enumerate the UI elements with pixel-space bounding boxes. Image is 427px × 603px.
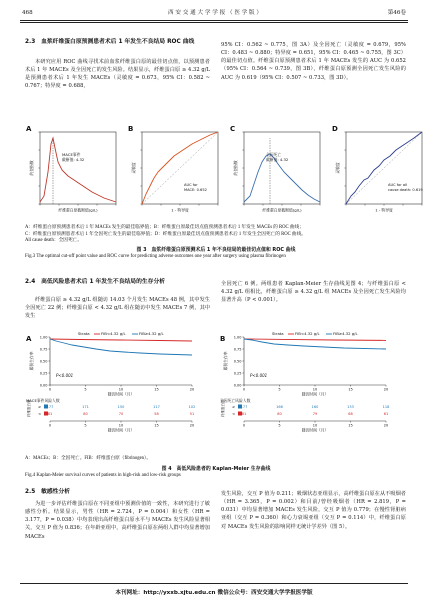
km-curve-high — [50, 339, 192, 355]
risk-count: 171 — [82, 405, 89, 409]
risk-count: 51 — [189, 412, 195, 416]
y-tick-label: 0.75 — [39, 347, 48, 352]
risk-count: 81 — [241, 412, 247, 416]
panel-letter: C — [230, 125, 236, 133]
risk-x-tick-label: 15 — [348, 423, 353, 428]
panel-letter: A — [26, 125, 32, 133]
legend-strata: Strata — [272, 331, 284, 336]
curve-a — [40, 138, 116, 202]
risk-count: 102 — [188, 405, 196, 409]
x-tick-label: 0 — [48, 387, 52, 392]
figure-4-panel-a — [26, 331, 195, 433]
figure-3-panel-a — [26, 125, 116, 213]
figure-4-caption-cn: 图 4 高低风险患者的 Kaplan-Meier 生存曲线 — [161, 466, 271, 472]
x-axis-label: 1 - 特异度 — [375, 207, 393, 213]
x-tick-label: 10 — [118, 387, 124, 392]
figure-4-legend: A：MACEs；B：全因死亡。FIB：纤维蛋白原（fibrinogen）。 — [25, 456, 152, 461]
risk-x-tick-label: 15 — [154, 423, 159, 428]
risk-row-label: ≥ — [38, 405, 41, 409]
figure-3-panel-c — [230, 125, 320, 213]
risk-x-axis-label: 随访时间（月） — [107, 427, 135, 433]
y-tick-label: 0.25 — [233, 371, 242, 376]
risk-count: 177 — [240, 405, 248, 409]
section-2-5-paragraph: 为进一步评估纤维蛋白原在不同亚组中预测价值的一致性，本研究进行了敏感性分析。结果显示，男性（HR = 2.724，P = 0.004）和女性（HR = 3.177，P = 0.038）中均表现出高纤维蛋白原水平与 MACEs 发生风险显著相关，交互 P 值为 0.836；在年龄亚组中，高纤维蛋白原在两组人群中均显著增加 MACEs — [25, 501, 210, 540]
km-curve-low — [244, 339, 386, 340]
x-axis-label: 随访时间（月） — [107, 391, 135, 397]
x-tick-label: 15 — [154, 387, 159, 392]
risk-count: 133 — [347, 405, 354, 409]
y-axis-label: 约登指数 — [233, 160, 238, 176]
auc-note: MACE: 0.652 — [184, 187, 207, 192]
section-2-4-paragraph: 纤维蛋白原 ≥ 4.32 g/L 组随访 14.03 个月发生 MACEs 48 例，其中发生全因死亡 22 例；纤维蛋白原 < 4.32 g/L 组在随访中发生 MACEs 7 例，其中发生 — [25, 297, 210, 320]
section-2-3-paragraph: 本研究应用 ROC 曲线寻找术前血浆纤维蛋白原的最佳切点值，以预测患者术后 1 年 MACEs 及全因死亡的发生风险。结果显示，纤维蛋白原 ≥ 4.32 g/L 是预测患者术后 1 年发生 MACEs（灵敏度 = 0.673，95% CI：0.582 ~ 0.767；特异度 = 0.688， — [25, 59, 210, 90]
figure-3-legend-2: C：纤维蛋白原预测患者术后 1 年全因死亡发生的最佳临界值；D：纤维蛋白原最佳切点值预测患者术后 1 年发生全因死亡的 ROC 曲线。 — [25, 231, 306, 237]
figure-4-panels — [22, 327, 410, 455]
risk-count: 68 — [348, 412, 353, 416]
x-tick-label: 5 — [278, 387, 281, 392]
figure-3-panel-b — [128, 125, 218, 213]
risk-table-title: 全因死亡风险人数 — [220, 398, 251, 403]
auc-note: AUC for all — [388, 183, 408, 187]
y-axis-label: 约登指数 — [29, 160, 34, 176]
section-2-3-continued: 95% CI：0.562 ~ 0.775，图 3A）及全因死亡（灵敏度 = 0.679，95% CI：0.483 ~ 0.880；特异度 = 0.651，95% CI：0.465 ~ 0.755，图 3C）的最佳切点值。纤维蛋白原预测患者术后 1 年 MACEs 发生的 AUC 为 0.652（95% CI：0.564 ~ 0.739，图 3B），纤维蛋白原预测全因死亡发生风险的 AUC 为 0.619（95% CI：0.507 ~ 0.733，图 3D）。 — [221, 42, 406, 81]
section-2-4-heading: 2.4 高低风险患者术后 1 年发生不良结局的生存分析 — [25, 279, 166, 285]
risk-count: 160 — [311, 405, 319, 409]
legend-strata: Strata — [78, 331, 90, 336]
risk-x-tick-label: 0 — [48, 423, 52, 428]
y-tick-label: 1.00 — [39, 335, 48, 340]
y-tick-label: 0.75 — [233, 347, 242, 352]
legend-high: FIB≥4.32 g/L — [139, 331, 164, 336]
header-rule — [20, 20, 408, 21]
cutoff-note: 全因死亡 — [266, 152, 282, 157]
risk-x-tick-label: 0 — [242, 423, 246, 428]
km-curve-low — [50, 339, 192, 341]
cutoff-note: 截断值: 4.32 — [62, 157, 85, 162]
figure-3-caption-cn: 图 3 血浆纤维蛋白原预测术后 1 年不良结局的最佳切点值和 ROC 曲线 — [136, 247, 296, 253]
y-tick-label: 0.00 — [233, 383, 242, 388]
y-tick-label: 0.50 — [39, 359, 48, 364]
x-axis-label: 纤维蛋白原截断值(g/L) — [262, 207, 302, 213]
risk-x-tick-label: 20 — [189, 423, 195, 428]
figure-3-panel-d — [332, 125, 423, 213]
volume-label: 第46卷 — [387, 10, 406, 16]
risk-row-label: < — [232, 412, 235, 416]
x-axis-label: 1 - 特异度 — [171, 207, 189, 213]
reference-diagonal — [142, 132, 218, 204]
risk-count: 58 — [154, 412, 159, 416]
risk-table-title: MACE事件风险人数 — [26, 398, 60, 403]
risk-x-tick-label: 10 — [312, 423, 318, 428]
cutoff-note: 截断值: 4.32 — [266, 157, 289, 162]
journal-footer: 本刊网址：http://yxxb.xjtu.edu.cn 微信公众号：西安交通大学学报医学版 — [115, 590, 313, 596]
risk-count: 117 — [153, 405, 160, 409]
risk-count: 80 — [277, 412, 282, 416]
risk-count: 150 — [117, 405, 125, 409]
x-axis-label: 随访时间（月） — [301, 391, 329, 397]
figure-4-panel-b — [220, 331, 389, 433]
y-tick-label: 0.00 — [39, 383, 48, 388]
risk-x-tick-label: 5 — [84, 423, 87, 428]
y-axis-label: 灵敏度 — [335, 162, 340, 174]
y-axis-label: 灵敏度 — [131, 162, 136, 174]
auc-note: cause death: 0.619 — [388, 187, 423, 192]
figure-3-legend-1: A：纤维蛋白原预测患者术后 1 年 MACEs 发生的最佳临界值；B：纤维蛋白原最佳切点值预测患者术后 1 年发生 MACEs 的 ROC 曲线； — [25, 225, 304, 230]
figure-4 — [22, 327, 410, 455]
figure-3-panels — [22, 124, 423, 224]
figure-4-caption-en: Fig.4 Kaplan-Meier survival curves of patients in high-risk and low-risk groups — [25, 473, 181, 478]
risk-x-tick-label: 20 — [383, 423, 389, 428]
risk-count: 118 — [382, 405, 390, 409]
legend-low: FIB<4.32 g/L — [295, 331, 320, 336]
p-value: P<0.001 — [250, 373, 268, 378]
x-tick-label: 15 — [348, 387, 353, 392]
y-tick-label: 0.25 — [39, 371, 48, 376]
y-tick-label: 1.00 — [233, 335, 242, 340]
x-tick-label: 10 — [312, 387, 318, 392]
y-tick-label: 0.50 — [233, 359, 242, 364]
panel-letter: B — [128, 125, 134, 133]
x-tick-label: 5 — [84, 387, 87, 392]
figure-3-caption-en: Fig.3 The optimal cut-off point value and ROC curve for predicting adverse outcomes one year after surgery using plasma fibrinogen — [25, 254, 286, 259]
y-axis-label: 累积生存率 — [223, 351, 228, 371]
panel-letter: A — [26, 335, 32, 343]
risk-table-row-label: 纤维蛋白原 — [27, 399, 31, 417]
panel-frame — [244, 132, 320, 204]
risk-row-label: ≥ — [232, 405, 235, 409]
cutoff-note: MACE事件 — [62, 152, 81, 157]
figure-3 — [22, 124, 423, 232]
x-tick-label: 0 — [242, 387, 246, 392]
risk-table-row-label: 纤维蛋白原 — [221, 399, 225, 417]
x-tick-label: 20 — [383, 387, 389, 392]
legend-high: FIB≥4.32 g/L — [333, 331, 358, 336]
risk-count: 177 — [46, 405, 54, 409]
risk-count: 81 — [47, 412, 53, 416]
figure-3-legend-3: All cause death：全因死亡。 — [25, 238, 83, 243]
journal-title: 西 安 交 通 大 学 学 报 （ 医 学 版 ） — [167, 10, 263, 16]
page-number: 468 — [22, 10, 33, 16]
legend-low: FIB<4.32 g/L — [101, 331, 126, 336]
risk-x-tick-label: 10 — [118, 423, 124, 428]
section-2-5-continued: 发生风险，交互 P 值为 0.211；吸烟状态亚组显示，高纤维蛋白原在从不吸烟者（HR = 3.365，P = 0.002）和目前/曾经吸烟者（HR = 2.819，P = 0.031）中均显著增加 MACEs 发生风险，交互 P 值为 0.779；在慢性肾脏病亚组（交互 P = 0.360）和心力衰竭亚组（交互 P = 0.114）中，纤维蛋白原对 MACEs 发生风险的影响同样无统计学差异（图 5）。 — [221, 491, 406, 530]
x-tick-label: 20 — [189, 387, 195, 392]
x-axis-label: 纤维蛋白原截断值(g/L) — [58, 207, 98, 213]
risk-x-axis-label: 随访时间（月） — [301, 427, 329, 433]
section-2-3-heading: 2.3 血浆纤维蛋白原预测患者术后 1 年发生不良结局 ROC 曲线 — [25, 39, 195, 45]
auc-note: AUC for — [184, 183, 198, 187]
reference-diagonal — [346, 132, 422, 204]
panel-letter: B — [220, 335, 226, 343]
y-axis-label: 累积生存率 — [29, 351, 34, 371]
panel-letter: D — [332, 125, 338, 133]
section-2-4-continued: 全因死亡 6 例。两组患者 Kaplan-Meier 生存曲线见图 4；与纤维蛋白原 < 4.32 g/L 组相比，纤维蛋白原 ≥ 4.32 g/L 组 MACEs 及全因死亡发生风险均显著升高（P < 0.001）。 — [221, 281, 406, 304]
risk-x-tick-label: 5 — [278, 423, 281, 428]
p-value: P<0.001 — [56, 373, 74, 378]
risk-count: 79 — [312, 412, 318, 416]
section-2-5-heading: 2.5 敏感性分析 — [25, 489, 71, 495]
risk-count: 70 — [118, 412, 124, 416]
risk-row-label: < — [38, 412, 41, 416]
risk-count: 80 — [83, 412, 88, 416]
risk-count: 61 — [383, 412, 389, 416]
risk-count: 166 — [276, 405, 283, 409]
